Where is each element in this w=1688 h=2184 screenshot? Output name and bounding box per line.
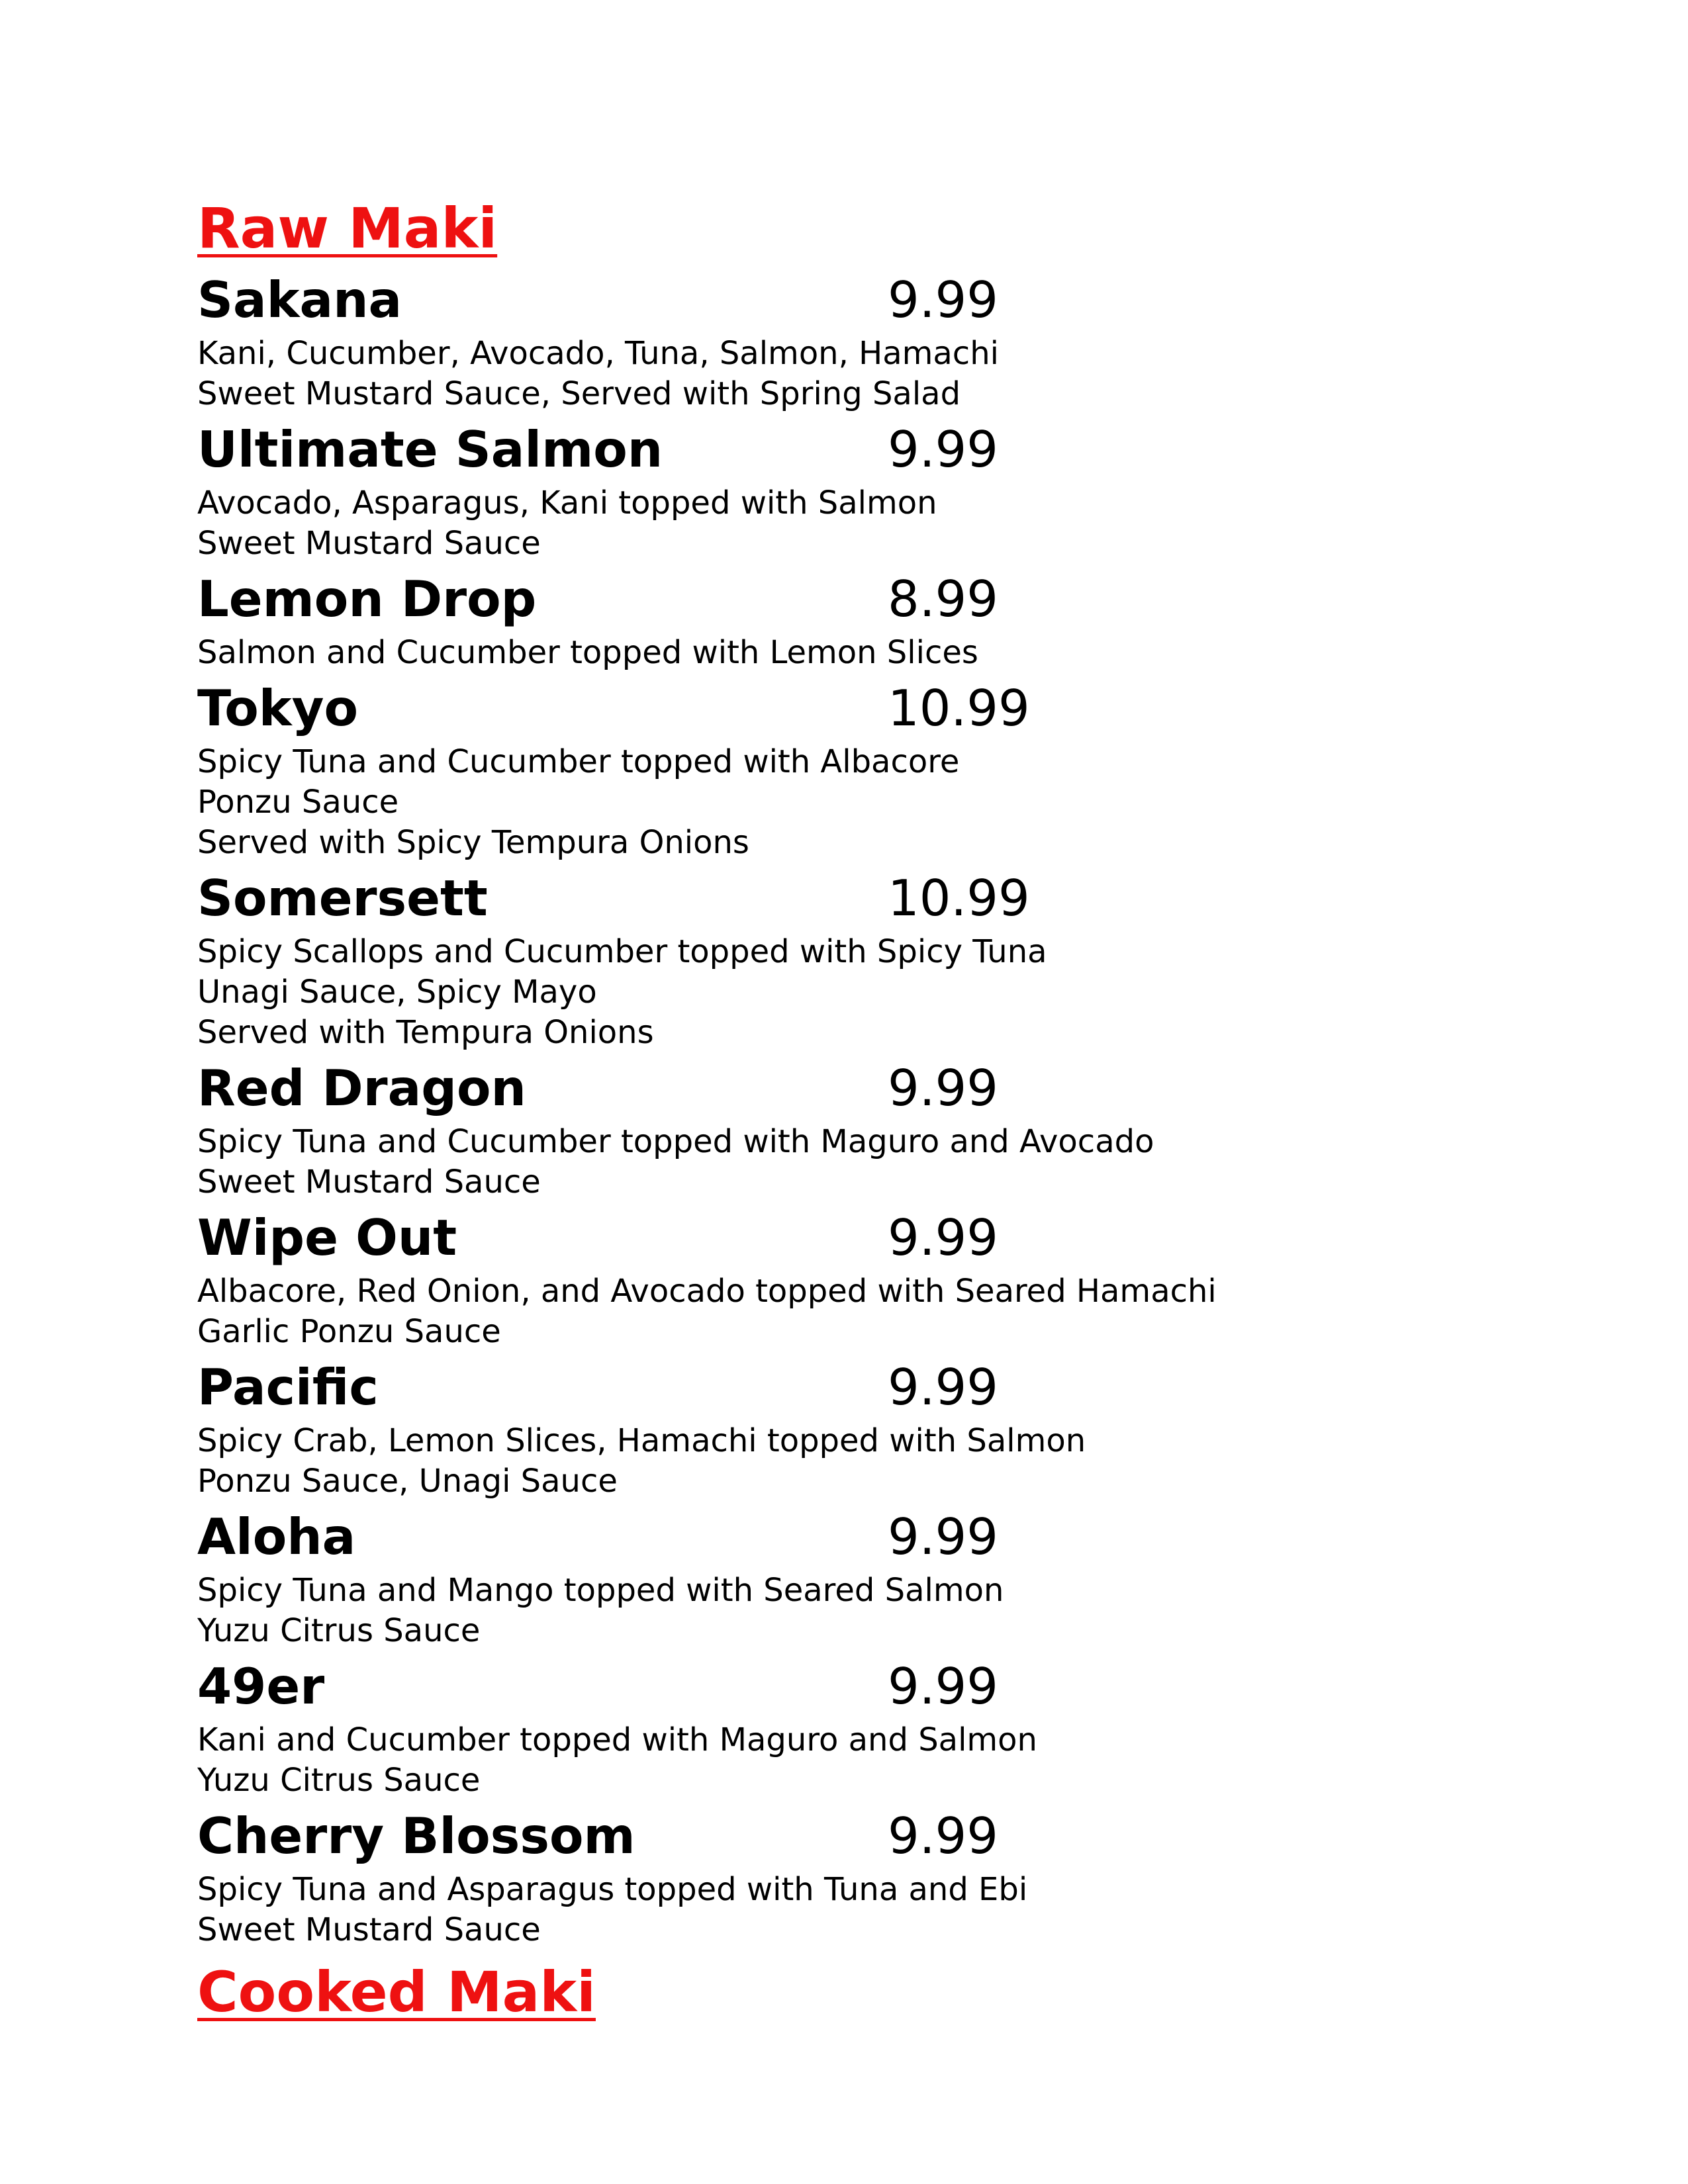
item-description: Yuzu Citrus Sauce xyxy=(197,1762,481,1799)
item-description: Albacore, Red Onion, and Avocado topped with Seared Hamachi xyxy=(197,1273,1217,1310)
item-description: Garlic Ponzu Sauce xyxy=(197,1313,501,1350)
item-price: 8.99 xyxy=(888,570,998,628)
item-description: Spicy Tuna and Cucumber topped with Albacore xyxy=(197,743,960,780)
item-price: 10.99 xyxy=(888,679,1030,737)
item-description: Spicy Tuna and Asparagus topped with Tuna and Ebi xyxy=(197,1871,1028,1908)
section-title-cooked-maki: Cooked Maki xyxy=(197,1960,596,2025)
item-description: Ponzu Sauce xyxy=(197,784,399,821)
section-title-raw-maki: Raw Maki xyxy=(197,196,498,261)
item-name: Lemon Drop xyxy=(197,570,537,628)
item-description: Sweet Mustard Sauce xyxy=(197,525,541,562)
menu-item-ultimate-salmon xyxy=(197,416,1521,564)
item-price: 9.99 xyxy=(888,1508,998,1566)
menu-item-pacific xyxy=(197,1353,1521,1502)
item-name: 49er xyxy=(197,1657,325,1715)
item-description: Spicy Tuna and Cucumber topped with Maguro and Avocado xyxy=(197,1123,1154,1160)
item-price: 9.99 xyxy=(888,1657,998,1715)
menu-item-red-dragon xyxy=(197,1054,1521,1203)
item-name: Sakana xyxy=(197,271,402,329)
item-name: Red Dragon xyxy=(197,1059,526,1117)
item-name: Aloha xyxy=(197,1508,356,1566)
item-name: Somersett xyxy=(197,869,488,927)
menu-item-sakana xyxy=(197,266,1521,414)
item-description: Ponzu Sauce, Unagi Sauce xyxy=(197,1463,618,1500)
item-price: 9.99 xyxy=(888,1059,998,1117)
item-description: Unagi Sauce, Spicy Mayo xyxy=(197,974,597,1011)
item-name: Cherry Blossom xyxy=(197,1807,635,1865)
cooked-maki-section xyxy=(197,1956,1521,2028)
item-description: Served with Spicy Tempura Onions xyxy=(197,824,749,861)
menu-item-cherry-blossom xyxy=(197,1802,1521,1950)
item-description: Spicy Scallops and Cucumber topped with Spicy Tuna xyxy=(197,933,1047,970)
raw-maki-section xyxy=(197,192,1521,1950)
item-price: 9.99 xyxy=(888,1807,998,1865)
menu-item-lemon-drop xyxy=(197,565,1521,673)
item-description: Kani and Cucumber topped with Maguro and Salmon xyxy=(197,1721,1037,1758)
item-name: Wipe Out xyxy=(197,1208,457,1267)
menu-item-tokyo xyxy=(197,674,1521,863)
menu-page xyxy=(197,192,1521,2028)
item-price: 9.99 xyxy=(888,1208,998,1267)
item-name: Tokyo xyxy=(197,679,359,737)
item-description: Sweet Mustard Sauce xyxy=(197,1163,541,1201)
menu-item-somersett xyxy=(197,864,1521,1053)
item-price: 9.99 xyxy=(888,271,998,329)
menu-item-49er xyxy=(197,1653,1521,1801)
item-description: Spicy Tuna and Mango topped with Seared Salmon xyxy=(197,1572,1004,1609)
menu-item-aloha xyxy=(197,1503,1521,1651)
item-description: Kani, Cucumber, Avocado, Tuna, Salmon, Hamachi xyxy=(197,335,999,372)
item-description: Avocado, Asparagus, Kani topped with Salmon xyxy=(197,484,937,522)
item-name: Pacific xyxy=(197,1358,379,1416)
item-description: Sweet Mustard Sauce xyxy=(197,1911,541,1948)
item-description: Salmon and Cucumber topped with Lemon Slices xyxy=(197,634,978,671)
item-description: Yuzu Citrus Sauce xyxy=(197,1612,481,1649)
item-price: 9.99 xyxy=(888,1358,998,1416)
item-description: Served with Tempura Onions xyxy=(197,1014,654,1051)
item-price: 9.99 xyxy=(888,420,998,478)
item-name: Ultimate Salmon xyxy=(197,420,663,478)
item-description: Spicy Crab, Lemon Slices, Hamachi topped with Salmon xyxy=(197,1422,1086,1459)
menu-item-wipe-out xyxy=(197,1204,1521,1352)
item-price: 10.99 xyxy=(888,869,1030,927)
item-description: Sweet Mustard Sauce, Served with Spring Salad xyxy=(197,375,961,412)
